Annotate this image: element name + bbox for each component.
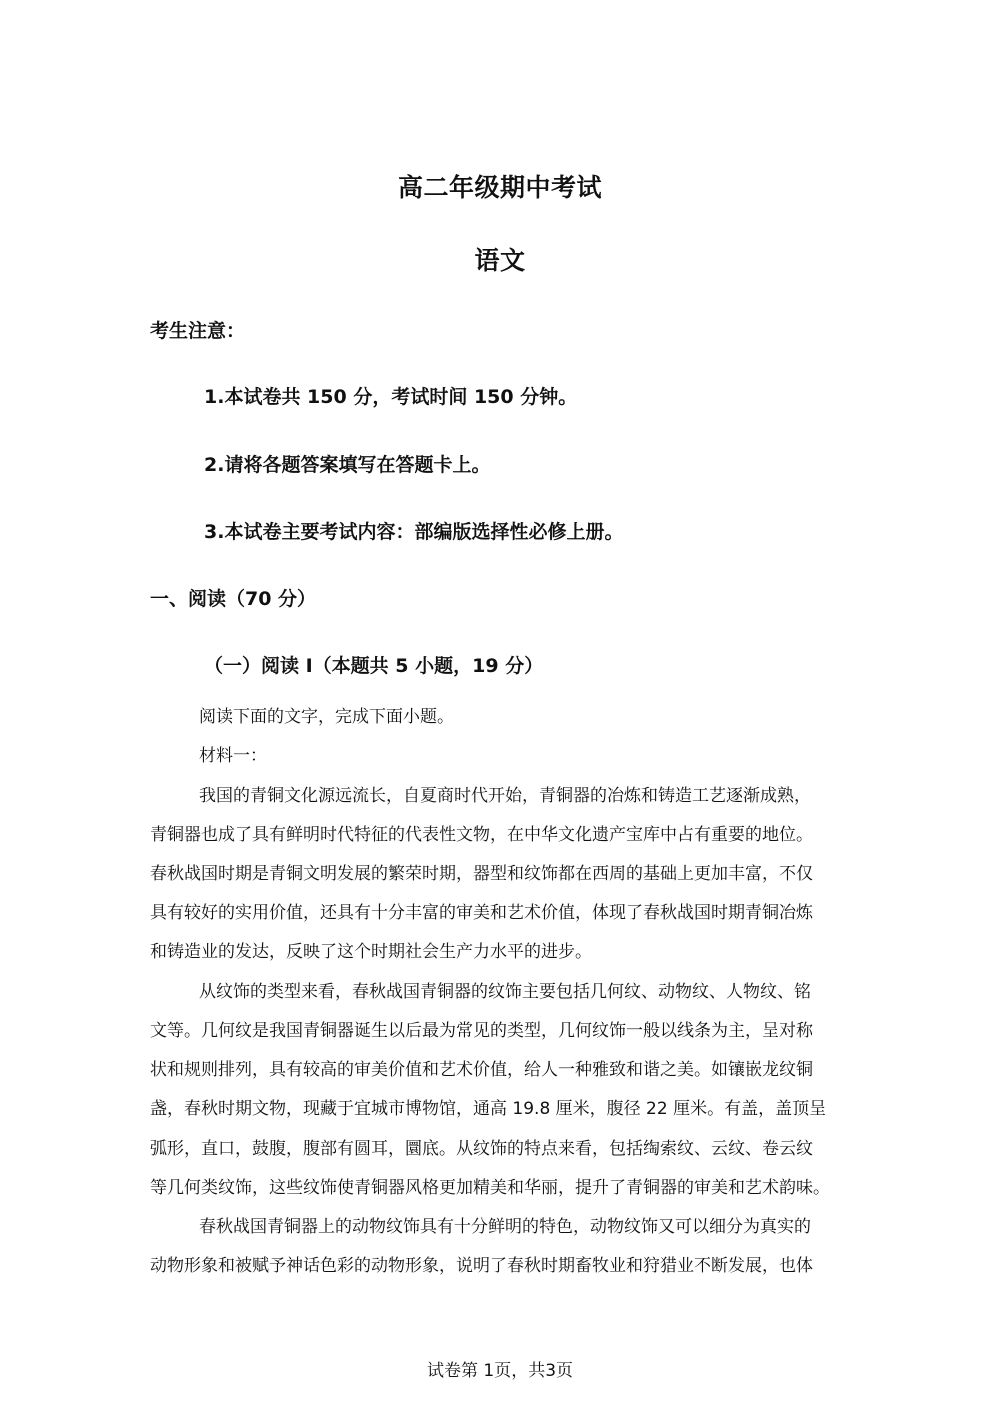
passage-line: 青铜器也成了具有鲜明时代特征的代表性文物，在中华文化遗产宝库中占有重要的地位。 (150, 825, 813, 845)
notice-heading: 考生注意： (150, 320, 246, 342)
subject-title: 语文 (474, 246, 526, 275)
notice-item: 3.本试卷主要考试内容：部编版选择性必修上册。 (204, 521, 624, 543)
notice-item: 1.本试卷共 150 分，考试时间 150 分钟。 (204, 386, 578, 408)
exam-title: 高二年级期中考试 (397, 173, 602, 202)
subsection-title: （一）阅读 I（本题共 5 小题，19 分） (204, 655, 544, 677)
passage-line: 等几何类纹饰，这些纹饰使青铜器风格更加精美和华丽，提升了青铜器的审美和艺术韵味。 (150, 1178, 830, 1198)
passage-line: 我国的青铜文化源远流长，自夏商时代开始，青铜器的冶炼和铸造工艺逐渐成熟， (199, 786, 811, 806)
notice-item: 2.请将各题答案填写在答题卡上。 (204, 454, 491, 476)
passage-line: 春秋战国时期是青铜文明发展的繁荣时期，器型和纹饰都在西周的基础上更加丰富，不仅 (150, 864, 813, 884)
passage-line: 从纹饰的类型来看，春秋战国青铜器的纹饰主要包括几何纹、动物纹、人物纹、铭 (199, 982, 811, 1002)
passage-line: 春秋战国青铜器上的动物纹饰具有十分鲜明的特色，动物纹饰又可以细分为真实的 (199, 1217, 811, 1237)
passage-line: 和铸造业的发达，反映了这个时期社会生产力水平的进步。 (150, 942, 592, 962)
material-label: 材料一： (199, 746, 267, 766)
passage-line: 弧形，直口，鼓腹，腹部有圆耳，圜底。从纹饰的特点来看，包括绹索纹、云纹、卷云纹 (150, 1139, 813, 1159)
section-title: 一、阅读（70 分） (150, 588, 317, 610)
reading-instruction: 阅读下面的文字，完成下面小题。 (199, 707, 454, 727)
page-footer: 试卷第 1页，共3页 (426, 1361, 574, 1381)
passage-line: 盏，春秋时期文物，现藏于宜城市博物馆，通高 19.8 厘米，腹径 22 厘米。有盖，盖顶呈 (150, 1099, 827, 1119)
passage-line: 状和规则排列，具有较高的审美价值和艺术价值，给人一种雅致和谐之美。如镶嵌龙纹铜 (150, 1060, 813, 1080)
passage-line: 动物形象和被赋予神话色彩的动物形象，说明了春秋时期畜牧业和狩猎业不断发展，也体 (150, 1256, 813, 1276)
passage-line: 具有较好的实用价值，还具有十分丰富的审美和艺术价值，体现了春秋战国时期青铜冶炼 (150, 903, 813, 923)
passage-line: 文等。几何纹是我国青铜器诞生以后最为常见的类型，几何纹饰一般以线条为主，呈对称 (150, 1021, 813, 1041)
